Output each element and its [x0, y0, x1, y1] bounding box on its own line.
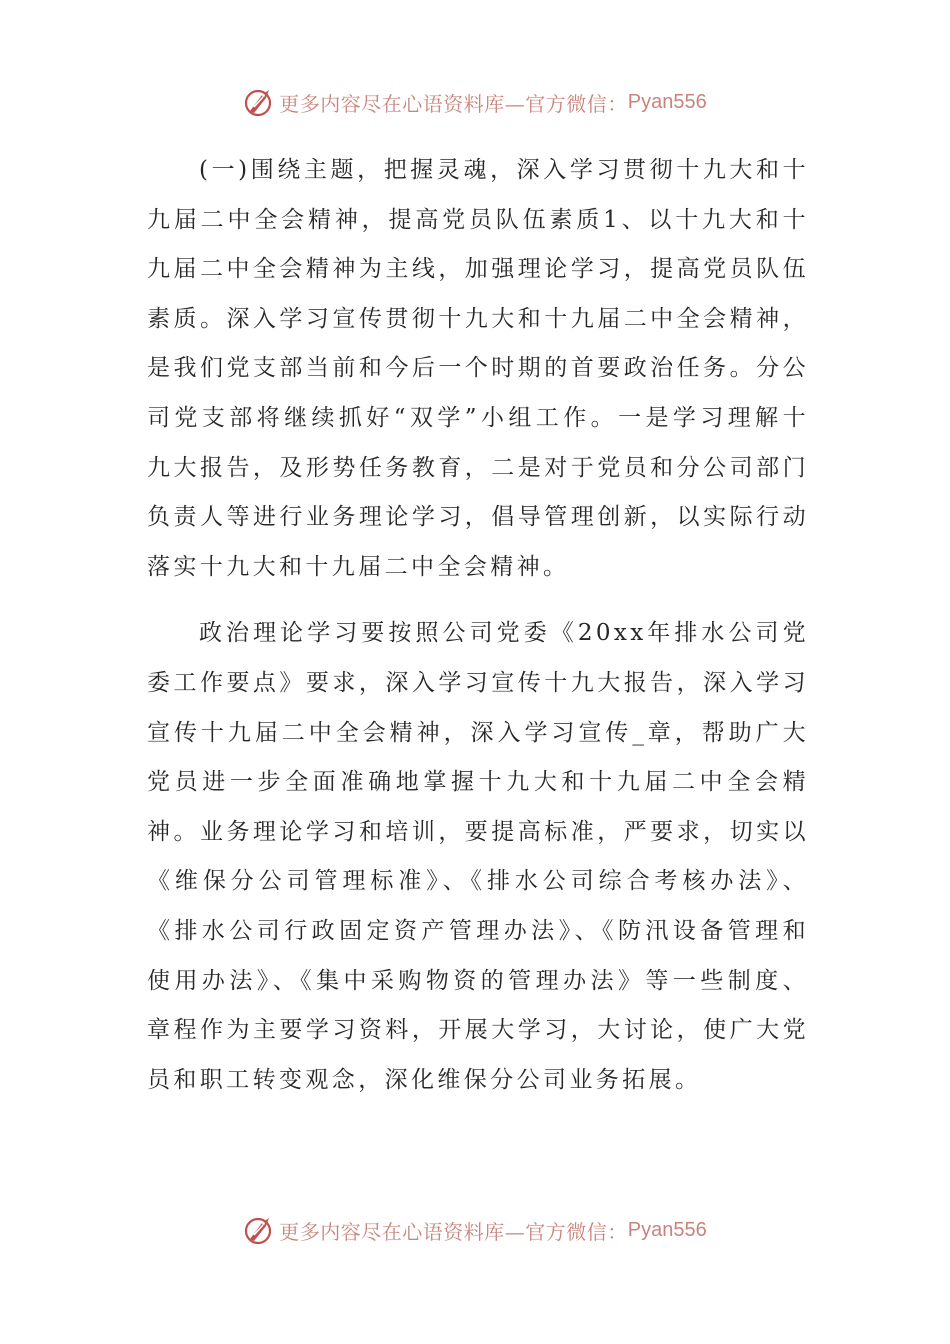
pen-nib-logo-icon — [243, 86, 275, 118]
header-banner-text: 更多内容尽在心语资料库—官方微信： — [279, 91, 628, 116]
footer-banner-text: 更多内容尽在心语资料库—官方微信： — [279, 1219, 628, 1244]
header-banner-account: Pyan556 — [627, 90, 707, 113]
document-body — [147, 146, 809, 1105]
paragraph-2: 政治理论学习要按照公司党委《20xx年排水公司党委工作要点》要求，深入学习宣传十九大报告，深入学习宣传十九届二中全会精神，深入学习宣传_章，帮助广大党员进一步全面准确地掌握十九大和十九届二中全会精神。业务理论学习和培训，要提高标准，严要求，切实以《维保分公司管理标准》、《排水公司综合考核办法》、《排水公司行政固定资产管理办法》、《防汛设备管理和使用办法》、《集中采购物资的管理办法》等一些制度、章程作为主要学习资料，开展大学习，大讨论，使广大党员和职工转变观念，深化维保分公司业务拓展。 — [147, 620, 809, 1093]
header-banner — [0, 82, 950, 122]
footer-banner — [0, 1210, 950, 1250]
paragraph-1: (一)围绕主题，把握灵魂，深入学习贯彻十九大和十九届二中全会精神，提高党员队伍素质1、以十九大和十九届二中全会精神为主线，加强理论学习，提高党员队伍素质。深入学习宣传贯彻十九大和十九届二中全会精神，是我们党支部当前和今后一个时期的首要政治任务。分公司党支部将继续抓好“双学”小组工作。一是学习理解十九大报告，及形势任务教育，二是对于党员和分公司部门负责人等进行业务理论学习，倡导管理创新，以实际行动落实十九大和十九届二中全会精神。 — [147, 157, 809, 580]
footer-banner-account: Pyan556 — [627, 1218, 707, 1241]
pen-nib-logo-icon — [243, 1214, 275, 1246]
